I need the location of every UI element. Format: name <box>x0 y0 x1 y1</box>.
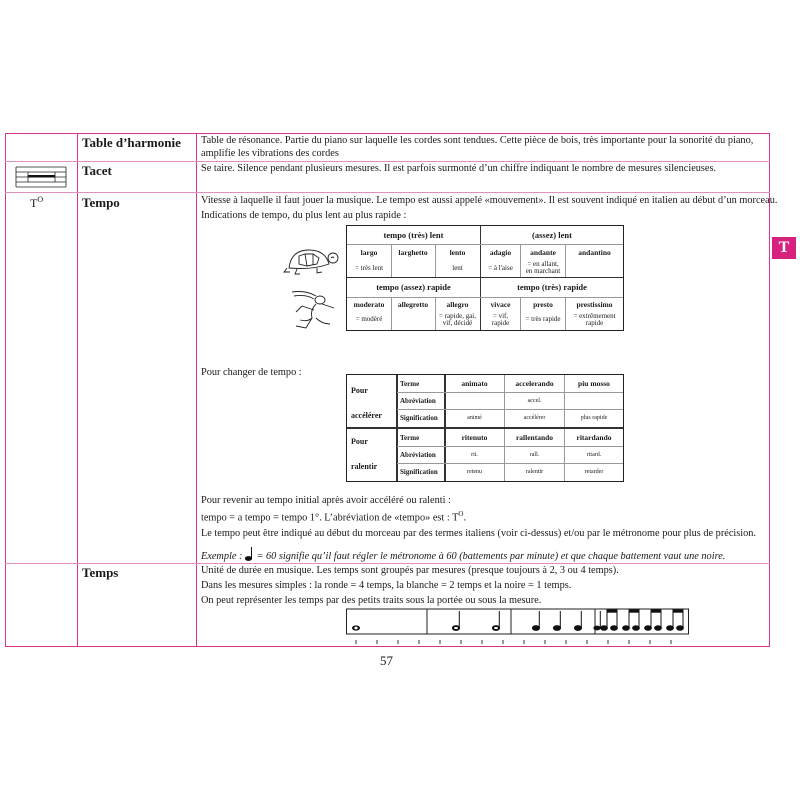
beats-staff-illustration <box>346 608 690 648</box>
example-rest: = 60 signifie qu’il faut régler le métronome à 60 (battements par minute) et que chaque battement vaut une noire. <box>256 551 726 562</box>
return-line-sup: O <box>458 510 464 518</box>
eighth-note-icons <box>601 610 684 630</box>
group-label: Pour <box>351 437 368 446</box>
tempo-name: allegretto <box>397 300 429 309</box>
rabbit-icon <box>286 288 338 330</box>
return-tempo-text: Pour revenir au tempo initial après avoir accéléré ou ralenti : <box>201 495 451 506</box>
page-number: 57 <box>380 653 393 668</box>
meaning-cell: retarder <box>584 469 604 475</box>
meaning-cell: retenu <box>467 469 482 475</box>
tempo-name: andantino <box>578 248 611 257</box>
tempo-name: vivace <box>490 300 511 309</box>
column-divider <box>77 133 78 647</box>
tempo-header: tempo (très) lent <box>383 230 444 240</box>
entry-term: Table d’harmonie <box>82 135 181 150</box>
meaning-cell: accélérer <box>523 415 546 421</box>
entry-text: Table de résonance. Partie du piano sur laquelle les cordes sont tendues. Cette pièce de bois, très importante pour la sonorité du piano, <box>201 135 754 146</box>
tempo-meaning: lent <box>452 264 463 272</box>
quarter-note-icon <box>593 608 603 636</box>
tempo-meaning: = rapide, gai, <box>439 312 476 320</box>
tempo-header: tempo (assez) rapide <box>376 282 451 292</box>
meaning-cell: plus rapide <box>580 415 608 421</box>
tempo-name: andante <box>530 248 556 257</box>
tacet-rest-icon <box>14 165 68 189</box>
beat-tick-marks <box>356 640 671 644</box>
symbol-sup: O <box>37 195 44 204</box>
term-cell: piu mosso <box>578 379 610 388</box>
abbrev-cell: rit. <box>471 452 478 458</box>
row-label: Signification <box>400 414 438 422</box>
change-tempo-intro: Pour changer de tempo : <box>201 367 302 378</box>
abbrev-cell: rall. <box>529 452 540 458</box>
tempo-name: largo <box>360 248 378 257</box>
term-cell: ritenuto <box>461 433 488 442</box>
half-note-icons <box>452 611 499 630</box>
tempo-meaning: = modéré <box>355 315 383 323</box>
row-label: Terme <box>400 380 420 388</box>
tempo-name: moderato <box>353 300 385 309</box>
tempo-name: allegro <box>446 300 469 309</box>
tempo-indications-table <box>346 225 624 331</box>
row-label: Terme <box>400 434 420 442</box>
example-prefix: Exemple : <box>201 551 243 562</box>
return-tempo-text <box>201 507 466 525</box>
entry-text: Dans les mesures simples : la ronde = 4 temps, la blanche = 2 temps et la noire = 1 temps. <box>201 580 572 591</box>
entry-text: On peut représenter les temps par des petits traits sous la portée ou sous la mesure. <box>201 595 542 606</box>
tempo-meaning: = très rapide <box>525 315 561 323</box>
tempo-meaning: rapide <box>491 319 510 327</box>
tempo-meaning: = vif, <box>492 312 509 320</box>
meaning-cell: animé <box>467 415 482 421</box>
section-tab-T[interactable]: T <box>772 237 796 259</box>
tempo-change-table <box>346 374 624 482</box>
turtle-icon <box>283 246 339 276</box>
row-divider <box>5 192 770 193</box>
tempo-header: tempo (très) rapide <box>517 282 587 292</box>
entry-text: Indications de tempo, du plus lent au plus rapide : <box>201 210 407 221</box>
row-label: Signification <box>400 468 438 476</box>
whole-note-icon <box>352 625 360 630</box>
entry-term: Tacet <box>82 163 112 178</box>
tempo-meaning: rapide <box>585 319 604 327</box>
metronome-text: Le tempo peut être indiqué au début du morceau par des termes italiens (voir ci-dessus) et/ou par le métronome pour plus de précision. <box>201 528 757 539</box>
return-line-main: tempo = a tempo = tempo 1°. L’abréviation de «tempo» est : T <box>201 512 459 524</box>
tempo-meaning: en marchant <box>525 267 561 275</box>
tempo-abbreviation-symbol <box>30 195 43 211</box>
tempo-meaning: = en allant, <box>527 260 559 268</box>
meaning-cell: ralentir <box>525 469 544 475</box>
entry-text: Se taire. Silence pendant plusieurs mesures. Il est parfois surmonté d’un chiffre indiquant le nombre de mesures silencieuses. <box>201 163 717 174</box>
tempo-meaning: vif, décidé <box>442 319 473 327</box>
tempo-name: larghetto <box>398 248 428 257</box>
term-cell: accelerando <box>515 379 554 388</box>
tempo-name: adagio <box>489 248 512 257</box>
abbrev-cell: accel. <box>527 398 542 404</box>
entry-text: Unité de durée en musique. Les temps sont groupés par mesures (presque toujours à 2, 3 ou 4 temps). <box>201 565 619 576</box>
row-label: Abréviation <box>400 397 436 405</box>
term-cell: animato <box>461 379 488 388</box>
group-label: accélérer <box>351 411 382 420</box>
term-cell: ritardando <box>576 433 612 442</box>
tempo-meaning: = extrêmement <box>573 312 616 320</box>
entry-term: Temps <box>82 565 119 580</box>
tempo-name: prestissimo <box>576 300 613 309</box>
return-line-end: . <box>463 512 467 524</box>
symbol-text: T <box>30 196 38 210</box>
group-label: ralentir <box>351 462 378 471</box>
abbrev-cell: ritard. <box>586 452 602 458</box>
tempo-name: lento <box>449 248 466 257</box>
tempo-header: (assez) lent <box>532 230 572 240</box>
row-label: Abréviation <box>400 451 436 459</box>
tempo-meaning: = à l'aise <box>488 264 513 272</box>
entry-term: Tempo <box>82 195 120 210</box>
column-divider <box>196 133 197 647</box>
example-text <box>201 547 725 564</box>
group-label: Pour <box>351 386 368 395</box>
tempo-meaning: = très lent <box>354 264 384 272</box>
entry-text: Vitesse à laquelle il faut jouer la musique. Le tempo est aussi appelé «mouvement». Il est souvent indiqué en italien au début d’un morceau. <box>201 195 778 206</box>
term-cell: rallentando <box>515 433 554 442</box>
entry-text: amplifie les vibrations des cordes <box>201 148 339 159</box>
quarter-note-icon <box>244 547 254 561</box>
tempo-name: presto <box>533 300 553 309</box>
